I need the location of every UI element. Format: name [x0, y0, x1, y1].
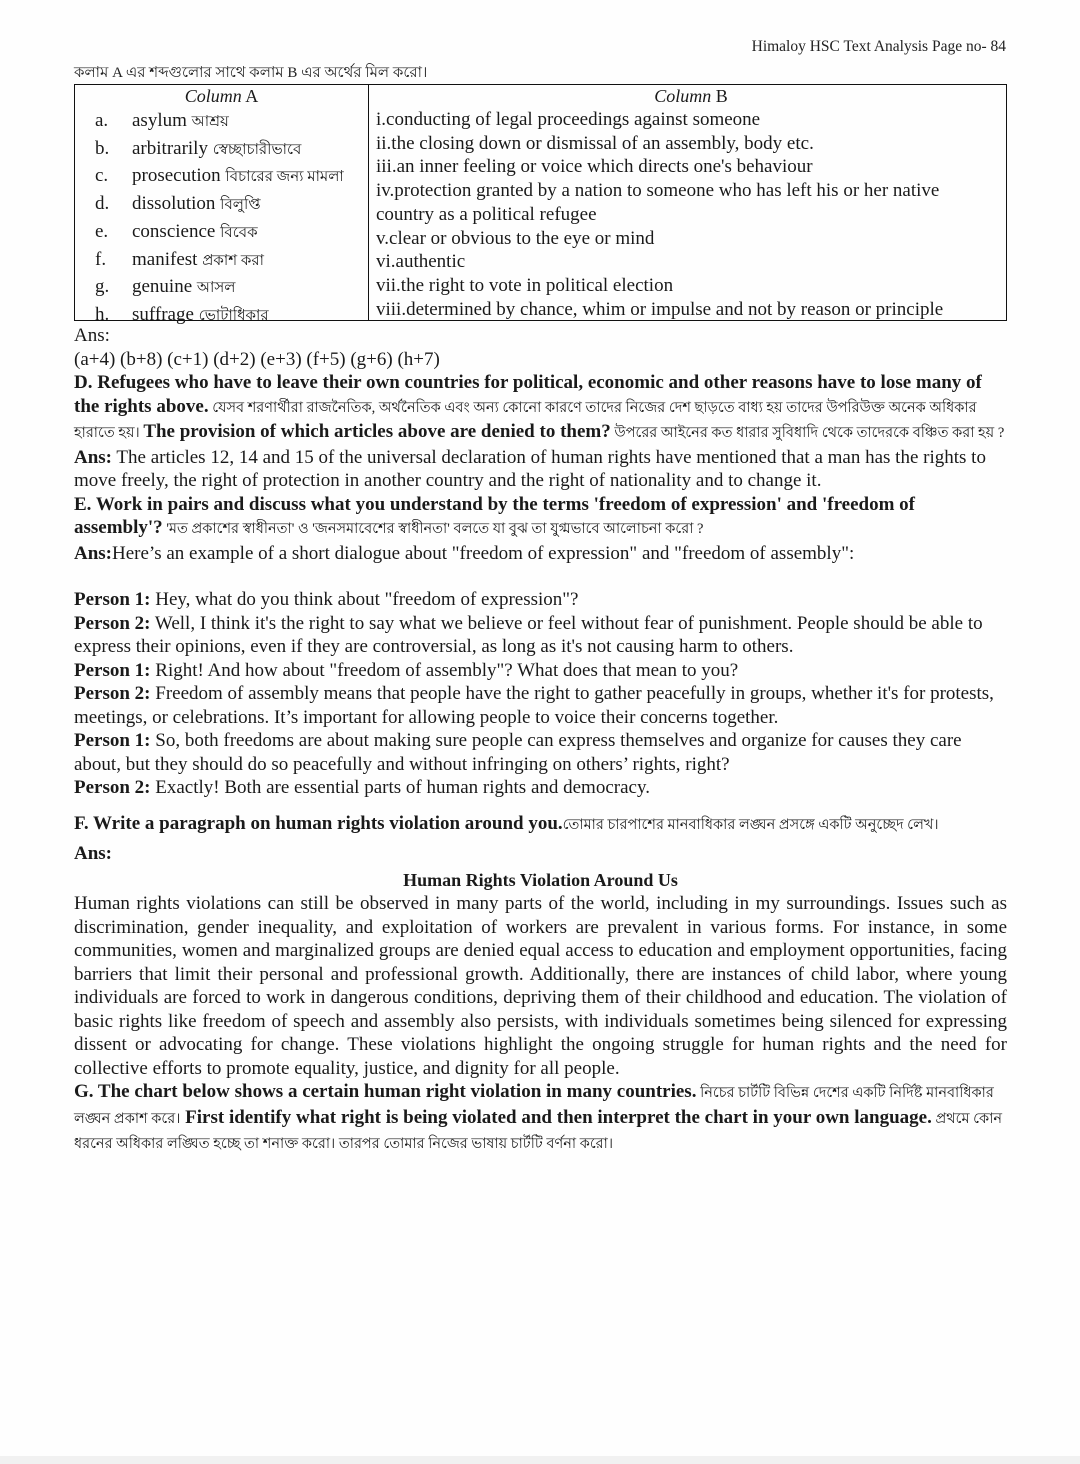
- column-a-header-letter: A: [241, 86, 259, 106]
- dialogue-line: [74, 682, 1007, 729]
- question-f: [74, 812, 1007, 838]
- dialogue-text: Freedom of assembly means that people have the right to gather peacefully in groups, whether it's for protests, meetings, or celebrations. It’s important for allowing people to voice their concerns together.: [74, 683, 994, 728]
- question-g2-english: First identify what right is being violated and then interpret the chart in your own language.: [185, 1106, 932, 1128]
- item-bangla: প্রকাশ করা: [202, 252, 264, 269]
- column-a-header: [75, 85, 368, 108]
- item-word: prosecution: [132, 165, 221, 187]
- page-header: Himaloy HSC Text Analysis Page no- 84: [751, 38, 1006, 55]
- dialogue-line: [74, 612, 1007, 659]
- question-f-bangla: তোমার চারপাশের মানবাধিকার লঙ্ঘন প্রসঙ্গে একটি অনুচ্ছেদ লেখ।: [562, 816, 939, 833]
- column-b-item: i.conducting of legal proceedings against someone: [376, 109, 761, 130]
- question-f-english: F. Write a paragraph on human rights violation around you.: [74, 812, 563, 834]
- column-b-item: ii.the closing down or dismissal of an assembly, body etc.: [376, 132, 814, 154]
- column-a-item: [75, 247, 368, 275]
- item-word: arbitrarily: [132, 137, 208, 159]
- item-word: manifest: [132, 248, 198, 270]
- dialogue-line: [74, 588, 1007, 612]
- question-d2-bangla: উপরের আইনের কত ধারার সুবিধাদি থেকে তাদেরকে বঞ্চিত করা হয় ?: [610, 425, 1005, 441]
- dialogue-line: [74, 776, 1007, 800]
- item-bangla: আশ্রয়: [191, 114, 229, 130]
- item-word: genuine: [132, 276, 193, 298]
- item-letter: f.: [95, 248, 107, 270]
- column-a-item: [75, 274, 368, 302]
- question-d2-english: The provision of which articles above are denied to them?: [143, 421, 611, 442]
- item-bangla: আসল: [196, 280, 236, 297]
- item-letter: h.: [95, 303, 110, 325]
- question-g-bangla: নিচের চার্টটি বিভিন্ন দেশের একটি নির্দিষ্ট মানবাধিকার লঙ্ঘন প্রকাশ করে।: [74, 1085, 994, 1127]
- item-letter: a.: [95, 110, 109, 131]
- question-e-english: E. Work in pairs and discuss what you understand by the terms 'freedom of expression' and 'freedom of assembly'?: [74, 493, 916, 538]
- answer-e-intro-text: Here’s an example of a short dialogue about "freedom of expression" and "freedom of assembly":: [112, 542, 855, 564]
- speaker-label: Person 2:: [74, 683, 151, 704]
- matching-answer: (a+4) (b+8) (c+1) (d+2) (e+3) (f+5) (g+6) (h+7): [74, 348, 440, 370]
- item-word: dissolution: [132, 193, 216, 215]
- answer-label: Ans:: [74, 542, 113, 564]
- item-bangla: ভোটাধিকার: [198, 307, 269, 324]
- item-word: asylum: [132, 110, 187, 131]
- item-bangla: বিবেক: [220, 224, 258, 241]
- dialogue-line: [74, 659, 1007, 683]
- column-a-item: [75, 219, 368, 247]
- speaker-label: Person 2:: [74, 612, 151, 634]
- dialogue-line: [74, 729, 1007, 776]
- question-e: [74, 493, 1007, 542]
- answer-label: Ans:: [74, 446, 113, 468]
- paragraph-body: Human rights violations can still be observed in many parts of the world, including in my surroundings. Issues such as discrimination, gender inequality, and exploitation of workers are prevalent in various forms. For instance, in some communities, women and marginalized groups are denied equal access to education and employment opportunities, facing barriers that limit their personal and professional growth. Additionally, there are instances of child labor, where young individuals are forced to work in dangerous conditions, depriving them of their childhood and education. The violation of basic rights like freedom of speech and assembly also persists, with individuals sometimes being silenced for expressing dissent or advocating for change. These violations highlight the ongoing struggle for human rights and the need for collective efforts to promote equality, justice, and dignity for all people.: [74, 893, 1007, 1079]
- column-b-header-word: Column: [654, 86, 712, 106]
- paragraph-title: Human Rights Violation Around Us: [403, 869, 678, 890]
- column-a-item: [75, 136, 368, 164]
- item-letter: d.: [95, 193, 110, 215]
- item-bangla: বিচারের জন্য মামলা: [225, 169, 344, 186]
- column-b-item: iii.an inner feeling or voice which directs one's behaviour: [376, 156, 813, 178]
- item-letter: b.: [95, 137, 110, 159]
- dialogue-text: Exactly! Both are essential parts of human rights and democracy.: [150, 777, 650, 798]
- item-word: conscience: [132, 220, 216, 242]
- item-bangla: স্বেচ্ছাচারীভাবে: [212, 141, 302, 158]
- answer-label: Ans:: [74, 325, 110, 346]
- column-a-item: [75, 191, 368, 219]
- column-a-item: [75, 163, 368, 191]
- item-letter: g.: [95, 276, 110, 298]
- question-g: [74, 1080, 1007, 1157]
- column-b-item: vi.authentic: [376, 251, 466, 273]
- question-g2-bangla: প্রথমে কোন ধরনের অধিকার লঙ্ঘিত হচ্ছে তা শনাক্ত করো। তারপর তোমার নিজের ভাষায় চার্টটি বর্ণনা করো।: [74, 1110, 1003, 1152]
- column-b: [369, 85, 1006, 320]
- answer-d: [74, 446, 1007, 493]
- question-d-english: D. Refugees who have to leave their own countries for political, economic and other reasons have to lose many of the rights above.: [74, 372, 982, 417]
- column-a-item: [75, 108, 368, 136]
- question-e-bangla: 'মত প্রকাশের স্বাধীনতা' ও 'জনসমাবেশের স্বাধীনতা' বলতে যা বুঝ তা যুগ্মভাবে আলোচনা করো ?: [162, 521, 704, 537]
- item-letter: e.: [95, 220, 109, 242]
- answer-label: Ans:: [74, 843, 113, 864]
- column-b-item: viii.determined by chance, whim or impulse and not by reason or principle: [376, 298, 944, 320]
- column-a-header-word: Column: [184, 86, 242, 106]
- column-b-item-continued: country as a political refugee: [376, 203, 597, 225]
- column-b-item: iv.protection granted by a nation to someone who has left his or her native: [376, 180, 940, 202]
- item-bangla: বিলুপ্তি: [220, 197, 261, 214]
- answer-e-intro: [74, 542, 1007, 566]
- answer-d-text: The articles 12, 14 and 15 of the universal declaration of human rights have mentioned that a man has the rights to move freely, the right of protection in another country and the right of nationality and to change it.: [74, 446, 986, 491]
- speaker-label: Person 1:: [74, 659, 151, 681]
- item-letter: c.: [95, 165, 109, 187]
- matching-instruction: কলাম A এর শব্দগুলোর সাথে কলাম B এর অর্থের মিল করো।: [74, 65, 428, 81]
- column-b-header-letter: B: [711, 86, 728, 106]
- spacer: [74, 565, 1007, 588]
- question-g-english: G. The chart below shows a certain human right violation in many countries.: [74, 1081, 697, 1102]
- document-body: [74, 324, 1007, 1157]
- bottom-edge: [0, 1456, 1080, 1464]
- item-word: suffrage: [132, 303, 194, 325]
- matching-table: [74, 84, 1007, 325]
- dialogue-text: Hey, what do you think about "freedom of expression"?: [150, 589, 579, 610]
- dialogue-text: Well, I think it's the right to say what we believe or feel without fear of punishment. People should be able to express their opinions, even if they are controversial, as long as it's not causing harm to others.: [74, 612, 983, 657]
- column-b-item: v.clear or obvious to the eye or mind: [376, 227, 655, 249]
- speaker-label: Person 1:: [74, 730, 151, 751]
- dialogue-text: So, both freedoms are about making sure people can express themselves and organize for causes they care about, but they should do so peacefully and without infringing on others’ rights, right?: [74, 730, 962, 775]
- column-b-item: vii.the right to vote in political election: [376, 274, 674, 296]
- dialogue-text: Right! And how about "freedom of assembly"? What does that mean to you?: [150, 659, 739, 681]
- question-d-bangla: যেসব শরণার্থীরা রাজনৈতিক, অর্থনৈতিক এবং অন্য কোনো কারণে তাদের নিজের দেশ ছাড়তে বাধ্য হয় তাদের উপরিউক্ত অনেক অধিকার হারাতে হয়।: [74, 399, 977, 441]
- question-d: [74, 371, 1007, 446]
- column-b-header: [376, 85, 1006, 108]
- speaker-label: Person 2:: [74, 777, 151, 798]
- column-a: [75, 85, 369, 325]
- speaker-label: Person 1:: [74, 589, 151, 610]
